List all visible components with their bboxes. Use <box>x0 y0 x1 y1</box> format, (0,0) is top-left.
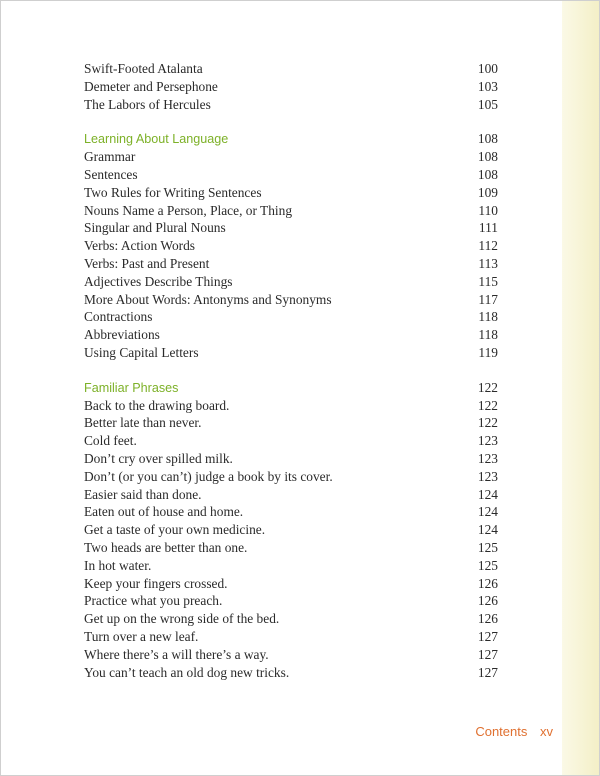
toc-entry-title: Easier said than done. <box>84 486 202 502</box>
toc-entry-page: 119 <box>478 344 498 360</box>
toc-entry-title: Contractions <box>84 309 153 325</box>
toc-entry <box>84 291 498 309</box>
toc-entry <box>84 148 498 166</box>
table-of-contents <box>84 60 498 698</box>
toc-entry-page: 124 <box>477 486 498 502</box>
toc-entry-title: Sentences <box>84 166 138 182</box>
toc-entry-title: Eaten out of house and home. <box>84 504 244 520</box>
toc-entry-page: 100 <box>477 61 498 76</box>
toc-entry-page: 122 <box>477 397 498 413</box>
toc-entry-page: 123 <box>477 433 498 449</box>
toc-entry-title: Using Capital Letters <box>84 344 199 360</box>
toc-entry-page: 110 <box>478 202 498 218</box>
toc-entry-title: Cold feet. <box>84 433 137 449</box>
toc-entry-page: 115 <box>478 273 498 289</box>
toc-entry-title: Get up on the wrong side of the bed. <box>84 611 280 627</box>
toc-entry <box>84 664 498 682</box>
toc-entry-page: 118 <box>478 327 498 343</box>
toc-entry <box>84 414 498 432</box>
toc-entry-title: Better late than never. <box>84 415 202 431</box>
toc-entry <box>84 610 498 628</box>
toc-entry-page: 126 <box>477 575 498 591</box>
toc-entry <box>84 539 498 557</box>
toc-entry-page: 127 <box>477 628 498 644</box>
footer-page-number: xv <box>540 724 553 739</box>
toc-entry-title: Back to the drawing board. <box>84 397 230 413</box>
toc-entry <box>84 184 498 202</box>
toc-entry <box>84 96 498 114</box>
toc-entry-title: Nouns Name a Person, Place, or Thing <box>84 202 293 218</box>
toc-entry <box>84 255 498 273</box>
toc-entry-title: Verbs: Past and Present <box>84 255 210 271</box>
page-edge <box>562 0 600 776</box>
toc-entry-page: 124 <box>477 504 498 520</box>
section-heading-title: Learning About Language <box>84 132 229 147</box>
toc-entry-page: 126 <box>477 593 498 609</box>
toc-entry-title: Don’t (or you can’t) judge a book by its cover. <box>84 468 333 484</box>
toc-entry-page: 108 <box>477 149 498 165</box>
toc-entry-page: 127 <box>477 664 498 680</box>
toc-entry <box>84 592 498 610</box>
toc-section-familiar-phrases <box>84 379 498 682</box>
toc-entry-title: Get a taste of your own medicine. <box>84 522 266 538</box>
toc-entry-title: Grammar <box>84 149 136 165</box>
toc-entry <box>84 166 498 184</box>
toc-entry-title: The Labors of Hercules <box>84 96 211 112</box>
toc-entry <box>84 503 498 521</box>
toc-entry-page: 126 <box>477 611 498 627</box>
toc-entry-page: 113 <box>478 255 498 271</box>
toc-entry <box>84 60 498 78</box>
toc-entry <box>84 78 498 96</box>
toc-entry-title: Adjectives Describe Things <box>84 273 233 289</box>
toc-entry-page: 111 <box>478 220 498 236</box>
toc-entry-title: Abbreviations <box>84 327 160 343</box>
toc-entry <box>84 202 498 220</box>
toc-entry <box>84 397 498 415</box>
toc-entry <box>84 628 498 646</box>
toc-entry <box>84 344 498 362</box>
toc-entry-title: Swift-Footed Atalanta <box>84 61 203 76</box>
toc-entry <box>84 219 498 237</box>
toc-entry <box>84 486 498 504</box>
toc-entry-page: 103 <box>477 78 498 94</box>
toc-entry-title: Keep your fingers crossed. <box>84 575 228 591</box>
toc-entry-title: Practice what you preach. <box>84 593 223 609</box>
toc-entry <box>84 432 498 450</box>
page-footer <box>475 724 553 739</box>
toc-entry-page: 125 <box>477 557 498 573</box>
toc-entry-page: 122 <box>477 415 498 431</box>
toc-entry-title: More About Words: Antonyms and Synonyms <box>84 291 332 307</box>
toc-entry-page: 117 <box>478 291 498 307</box>
toc-entry-title: Demeter and Persephone <box>84 78 218 94</box>
toc-section-heading <box>84 379 498 397</box>
toc-entry-title: Turn over a new leaf. <box>84 628 199 644</box>
toc-section-intro <box>84 60 498 113</box>
toc-entry-page: 124 <box>477 522 498 538</box>
toc-entry-title: Verbs: Action Words <box>84 238 195 254</box>
toc-entry <box>84 575 498 593</box>
toc-entry-title: Two Rules for Writing Sentences <box>84 184 262 200</box>
toc-entry-page: 108 <box>477 166 498 182</box>
toc-entry-page: 123 <box>477 468 498 484</box>
section-heading-title: Familiar Phrases <box>84 380 179 395</box>
toc-entry-title: Where there’s a will there’s a way. <box>84 646 269 662</box>
toc-entry <box>84 326 498 344</box>
toc-entry-title: You can’t teach an old dog new tricks. <box>84 664 290 680</box>
toc-entry <box>84 273 498 291</box>
toc-entry-page: 118 <box>478 309 498 325</box>
toc-entry-page: 125 <box>477 539 498 555</box>
toc-entry <box>84 521 498 539</box>
toc-entry <box>84 237 498 255</box>
toc-entry-title: Two heads are better than one. <box>84 539 248 555</box>
section-heading-page: 122 <box>477 379 498 395</box>
toc-entry-title: Don’t cry over spilled milk. <box>84 450 233 466</box>
toc-entry-page: 105 <box>477 96 498 112</box>
toc-entry-page: 123 <box>477 450 498 466</box>
section-heading-page: 108 <box>477 131 498 147</box>
toc-section-learning-about-language <box>84 130 498 361</box>
toc-entry <box>84 468 498 486</box>
toc-entry <box>84 450 498 468</box>
toc-entry <box>84 646 498 664</box>
toc-entry-title: In hot water. <box>84 557 152 573</box>
toc-entry <box>84 557 498 575</box>
toc-entry-page: 109 <box>477 184 498 200</box>
toc-entry-page: 112 <box>478 238 498 254</box>
toc-section-heading <box>84 130 498 148</box>
toc-entry-page: 127 <box>477 646 498 662</box>
toc-entry <box>84 308 498 326</box>
toc-entry-title: Singular and Plural Nouns <box>84 220 226 236</box>
footer-label: Contents <box>475 724 528 739</box>
